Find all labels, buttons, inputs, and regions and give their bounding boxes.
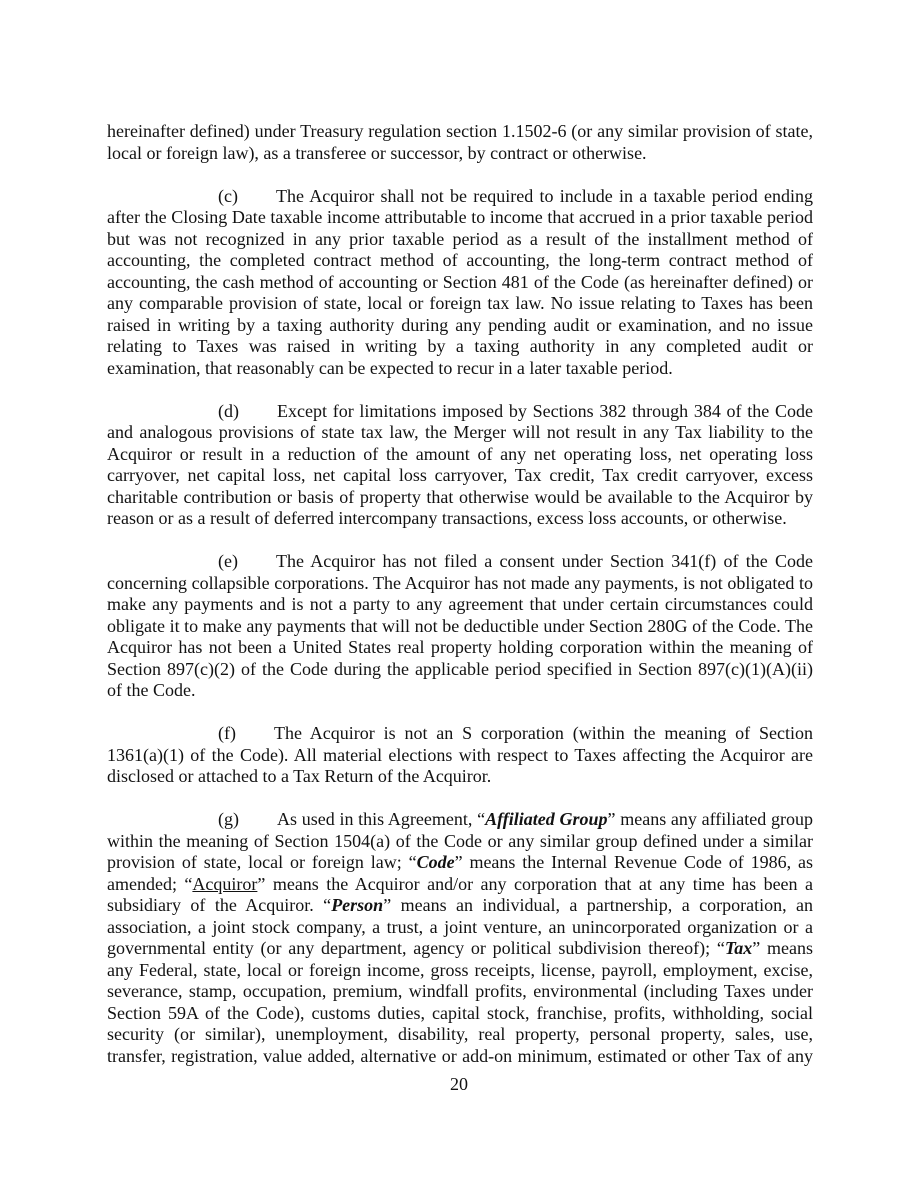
- paragraph-label: (d): [218, 400, 239, 421]
- text-run-underline: Acquiror: [192, 873, 258, 894]
- text-run-bolditalic: Tax: [724, 938, 753, 958]
- text-run-plain: ” means the Acquiror and/or any corporation that at any time has been a subsidiary of the Acquiror. “: [107, 873, 813, 915]
- text-run-plain: The Acquiror shall not be required to include in a taxable period ending after the Closing Date taxable income attributable to income that accrued in a prior taxable period but was not recognized in any prior taxable period as a result of the installment method of accounting, the completed contract method of accounting, the long-term contract method of accounting, the cash method of accounting or Section 481 of the Code (as hereinafter defined) or any comparable provision of state, local or foreign tax law. No issue relating to Taxes has been raised in writing by a taxing authority during any pending audit or examination, and no issue relating to Taxes was raised in writing by a taxing authority in any completed audit or examination, that reasonably can be expected to recur in a later taxable period.: [107, 185, 813, 378]
- paragraph-g: [107, 809, 813, 1067]
- text-run-plain: hereinafter defined) under Treasury regulation section 1.1502-6 (or any similar provision of state, local or foreign law), as a transferee or successor, by contract or otherwise.: [107, 121, 813, 163]
- text-run-plain: ” means an individual, a partnership, a corporation, an association, a joint stock company, a trust, a joint venture, an unincorporated organization or a governmental entity (or any department, agency or political subdivision thereof); “: [107, 895, 813, 958]
- paragraph-d: [107, 401, 813, 530]
- text-run-plain: ” means any Federal, state, local or foreign income, gross receipts, license, payroll, employment, excise, severance, stamp, occupation, premium, windfall profits, environmental (including Taxes under Section 59A of the Code), customs duties, capital stock, franchise, profits, withholding, social security (or similar), unemployment, disability, real property, personal property, sales, use, transfer, registration, value added, alternative or add-on minimum, estimated or other Tax of any: [107, 938, 813, 1066]
- text-run-bolditalic: Affiliated Group: [485, 809, 608, 829]
- paragraph-continuation-top: [107, 121, 813, 164]
- paragraph-label: (c): [218, 185, 238, 206]
- paragraph-e: [107, 551, 813, 702]
- paragraph-f: [107, 723, 813, 788]
- text-run-plain: The Acquiror is not an S corporation (within the meaning of Section 1361(a)(1) of the Code). All material elections with respect to Taxes affecting the Acquiror are disclosed or attached to a Tax Return of the Acquiror.: [107, 723, 813, 786]
- text-run-plain: ” means the Internal Revenue Code of 1986, as amended; “: [107, 852, 814, 894]
- paragraph-label: (e): [218, 551, 238, 571]
- page-number: 20: [450, 1074, 468, 1094]
- paragraph-label: (f): [218, 723, 236, 743]
- paragraph-c: [107, 186, 813, 380]
- text-run-bolditalic: Code: [416, 852, 455, 872]
- text-run-plain: The Acquiror has not filed a consent under Section 341(f) of the Code concerning collapsible corporations. The Acquiror has not made any payments, is not obligated to make any payments and is not a party to any agreement that under certain circumstances could obligate it to make any payments that will not be deductible under Section 280G of the Code. The Acquiror has not been a United States real property holding corporation within the meaning of Section 897(c)(2) of the Code during the applicable period specified in Section 897(c)(1)(A)(ii) of the Code.: [107, 551, 813, 700]
- document-body: [107, 121, 813, 1089]
- text-run-plain: Except for limitations imposed by Sections 382 through 384 of the Code and analogous provisions of state tax law, the Merger will not result in any Tax liability to the Acquiror or result in a reduction of the amount of any net operating loss, net operating loss carryover, net capital loss, net capital loss carryover, Tax credit, Tax credit carryover, excess charitable contribution or basis of property that otherwise would be available to the Acquiror by reason or as a result of deferred intercompany transactions, excess loss accounts, or otherwise.: [107, 400, 813, 528]
- text-run-plain: ” means any affiliated group within the meaning of Section 1504(a) of the Code or any similar group defined under a similar provision of state, local or foreign law; “: [107, 809, 813, 872]
- text-run-plain: As used in this Agreement, “: [277, 809, 486, 829]
- paragraph-label: (g): [218, 809, 239, 829]
- text-run-bolditalic: Person: [331, 895, 384, 915]
